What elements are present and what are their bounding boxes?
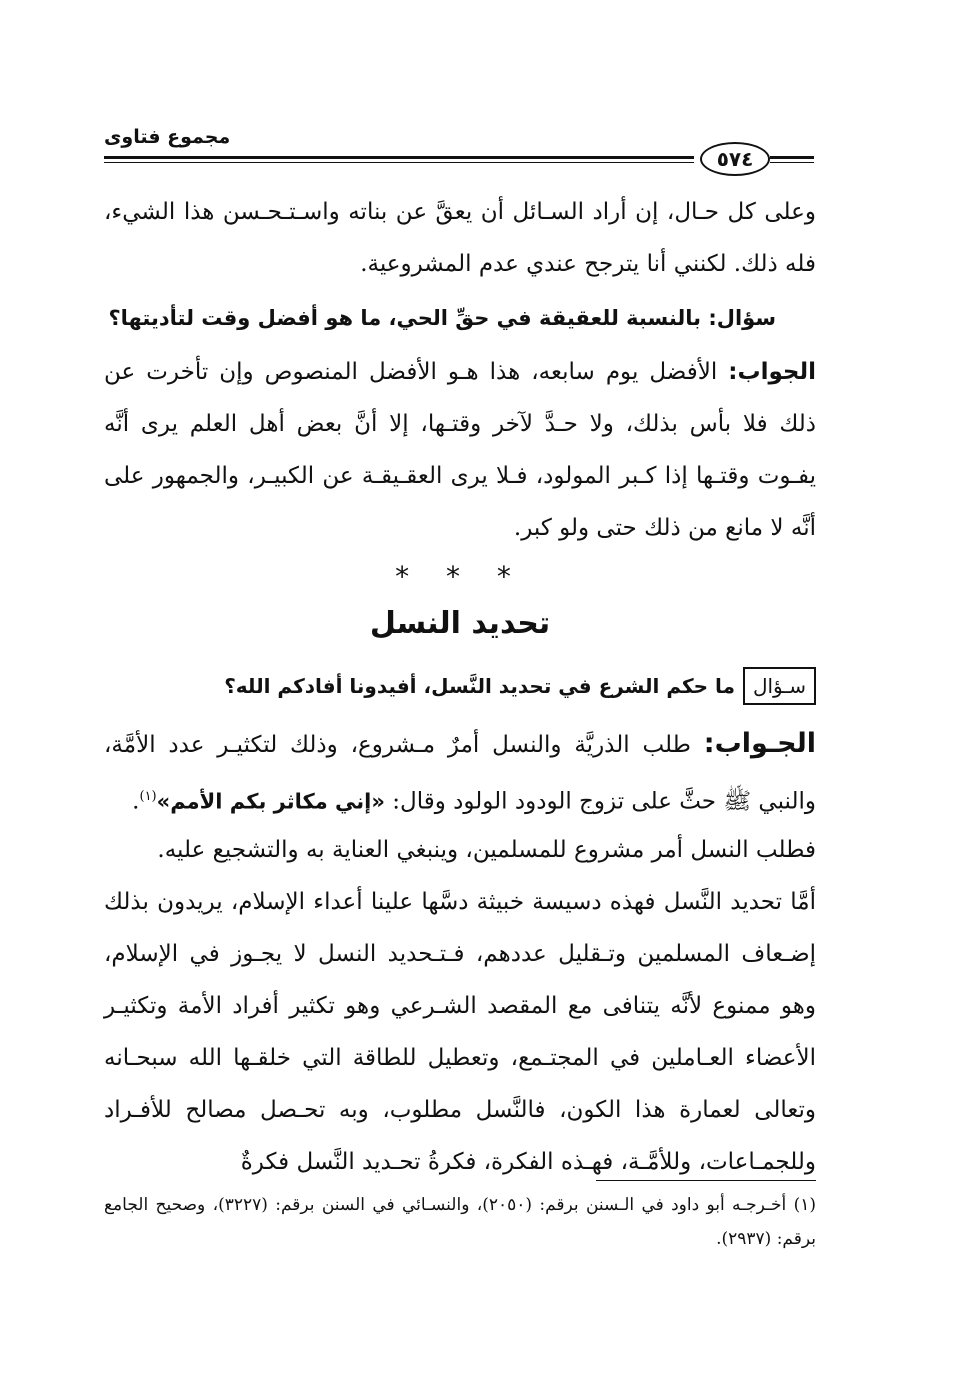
question-2-label: سـؤال: [743, 667, 816, 705]
header-rule-right: [770, 156, 814, 163]
answer-1-text: الأفضل يوم سابعه، هذا هـو الأفضل المنصوص وإن تأخرت عن ذلك فلا بأس بذلك، ولا حـدَّ لآخر وقتـها، إلا أنَّ بعض أهل العلم يرى أنَّه يفـوت وقتـها إذا كـبر المولود، فـلا يرى العقـيقـة عن الكبيـر، والجمهور على أنَّه لا مانع من ذلك حتى ولو كبر.: [104, 359, 816, 541]
question-1: سؤال: بالنسبة للعقيقة في حقِّ الحي، ما هو أفضل وقت لتأديتها؟: [108, 306, 776, 330]
section-title: تحديد النسل: [369, 606, 551, 641]
header-rule: [104, 156, 694, 163]
answer-1-lead: الجواب:: [728, 359, 816, 385]
hadith-quote: «إني مكاثر بكم الأمم»: [156, 789, 385, 814]
footnote-reference[interactable]: (١): [139, 789, 157, 804]
answer-2-text-a: طلب الذريَّة والنسل أمرٌ مـشروع، وذلك لتكثيـر عدد الأمَّة، والنبي ﷺ حثَّ على تزوج الودود الولود وقال:: [104, 732, 816, 815]
footnote: (١) أخـرجـه أبو داود في الـسنن برقم: (٢٠٥٠)، والنسـائي في السنن برقم: (٣٢٢٧)، وصحيح الجامع برقم: (٢٩٣٧).: [104, 1195, 816, 1249]
answer-2-text-b: .: [132, 788, 140, 815]
section-separator: * * *: [395, 560, 525, 593]
book-title: مجموع فتاوى: [104, 126, 231, 148]
answer-2-lead: الجـواب:: [703, 728, 816, 759]
question-2: [104, 666, 816, 706]
answer-1: [104, 346, 816, 554]
paragraph-3: فطلب النسل أمر مشروع للمسلمين، وينبغي العناية به والتشجيع عليه.: [157, 837, 816, 863]
answer-2: [104, 718, 816, 828]
paragraph-1: وعلى كل حـال، إن أراد السـائل أن يعقَّ عن بناته واسـتـحـسن هذا الشيء، فله ذلك. لكنني أنا يترجح عندي عدم المشروعية.: [104, 199, 816, 277]
footnote-rule: [596, 1180, 816, 1181]
paragraph-4: أمَّا تحديد النَّسل فهذه دسيسة خبيثة دسَّها علينا أعداء الإسلام، يريدون بذلك إضـعاف المسلمين وتـقليل عددهم، فـتـحديد النسل لا يجـوز في الإسلام، وهو ممنوع لأنَّه يتنافى مع المقصد الشـرعي وهو تكثير أفراد الأمة وتكثيـر الأعضاء العـاملين في المجتـمع، وتعطيل للطاقة التي خلقـها الله سبحـانه وتعالى لعمارة هذا الكون، فالنَّسل مطلوب، وبه تحـصل مصالح للأفـراد وللجمـاعات، وللأمَّـة، فهـذه الفكرة، فكرةُ تحـديد النَّسل فكرةٌ: [104, 889, 816, 1175]
question-2-text: ما حكم الشرع في تحديد النَّسل، أفيدونا أفادكم الله؟: [224, 674, 735, 698]
page-number: ٥٧٤: [700, 142, 770, 176]
